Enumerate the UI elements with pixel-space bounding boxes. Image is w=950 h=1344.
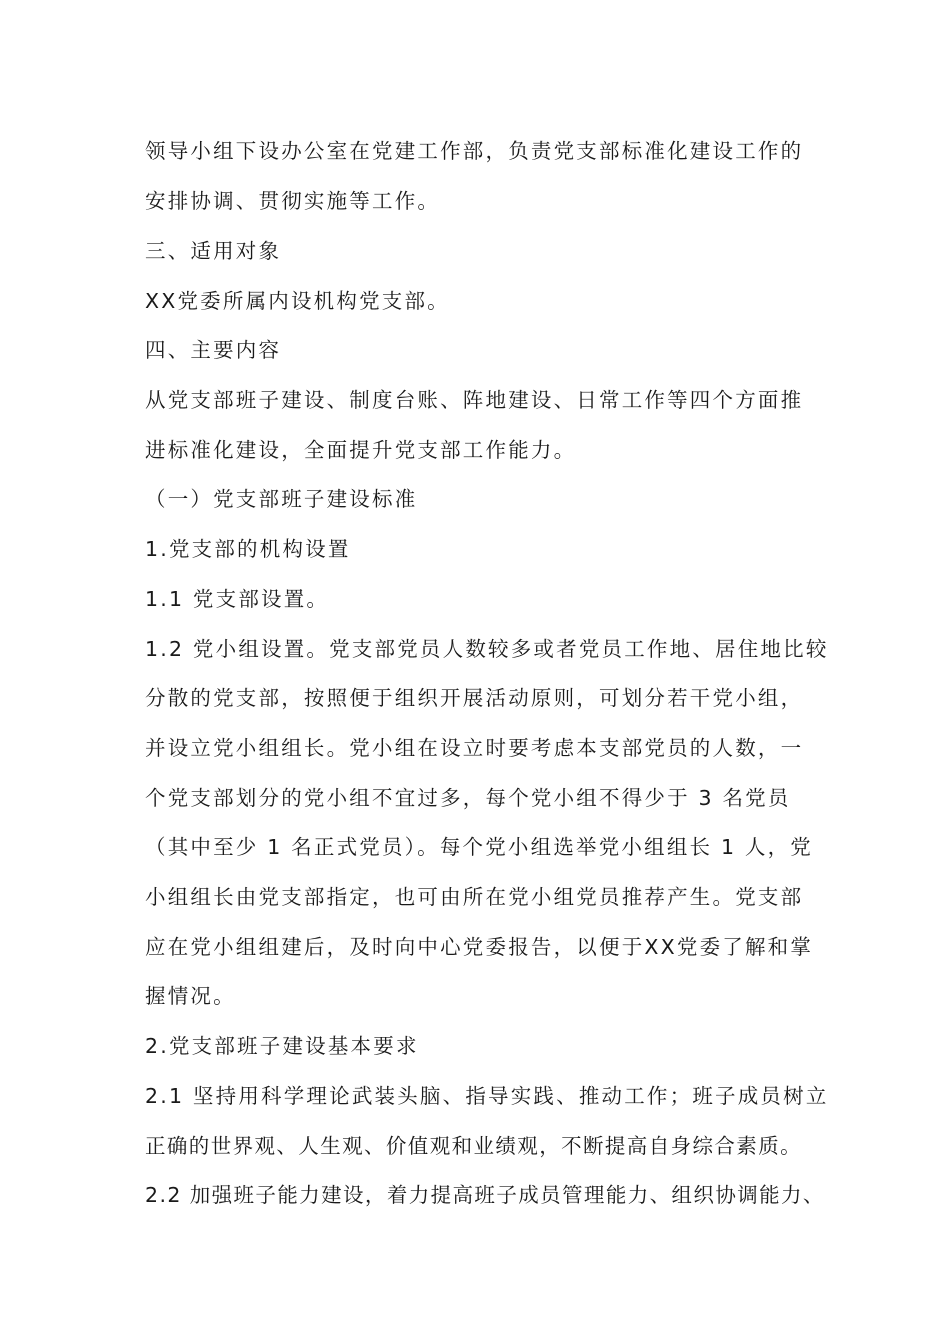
text-line-18: 握情况。 <box>145 984 236 1008</box>
item-1-2: 1.2 党小组设置。党支部党员人数较多或者党员工作地、居住地比较 <box>145 637 829 661</box>
text-line-21: 正确的世界观、人生观、价值观和业绩观，不断提高自身综合素质。 <box>145 1134 802 1158</box>
text-line-4: XX党委所属内设机构党支部。 <box>145 289 450 313</box>
section-heading-4: 四、主要内容 <box>145 338 282 362</box>
text-line-14: 个党支部划分的党小组不宜过多，每个党小组不得少于 3 名党员 <box>145 786 791 810</box>
text-line-17: 应在党小组组建后，及时向中心党委报告，以便于XX党委了解和掌 <box>145 935 814 959</box>
text-line-1: 领导小组下设办公室在党建工作部，负责党支部标准化建设工作的 <box>145 139 804 163</box>
item-heading-1: 1.党支部的机构设置 <box>145 537 351 561</box>
subsection-heading-1: （一）党支部班子建设标准 <box>145 487 418 511</box>
item-2-2: 2.2 加强班子能力建设，着力提高班子成员管理能力、组织协调能力、 <box>145 1183 825 1207</box>
item-2-1: 2.1 坚持用科学理论武装头脑、指导实践、推动工作；班子成员树立 <box>145 1084 829 1108</box>
text-line-16: 小组组长由党支部指定，也可由所在党小组党员推荐产生。党支部 <box>145 885 804 909</box>
text-line-2: 安排协调、贯彻实施等工作。 <box>145 189 441 213</box>
section-heading-3: 三、适用对象 <box>145 239 282 263</box>
text-line-15: （其中至少 1 名正式党员）。每个党小组选举党小组组长 1 人，党 <box>145 835 813 859</box>
item-heading-2: 2.党支部班子建设基本要求 <box>145 1034 419 1058</box>
item-1-1: 1.1 党支部设置。 <box>145 587 330 611</box>
text-line-12: 分散的党支部，按照便于组织开展活动原则，可划分若干党小组， <box>145 686 804 710</box>
text-line-7: 进标准化建设，全面提升党支部工作能力。 <box>145 438 577 462</box>
text-line-13: 并设立党小组组长。党小组在设立时要考虑本支部党员的人数，一 <box>145 736 804 760</box>
text-line-6: 从党支部班子建设、制度台账、阵地建设、日常工作等四个方面推 <box>145 388 804 412</box>
